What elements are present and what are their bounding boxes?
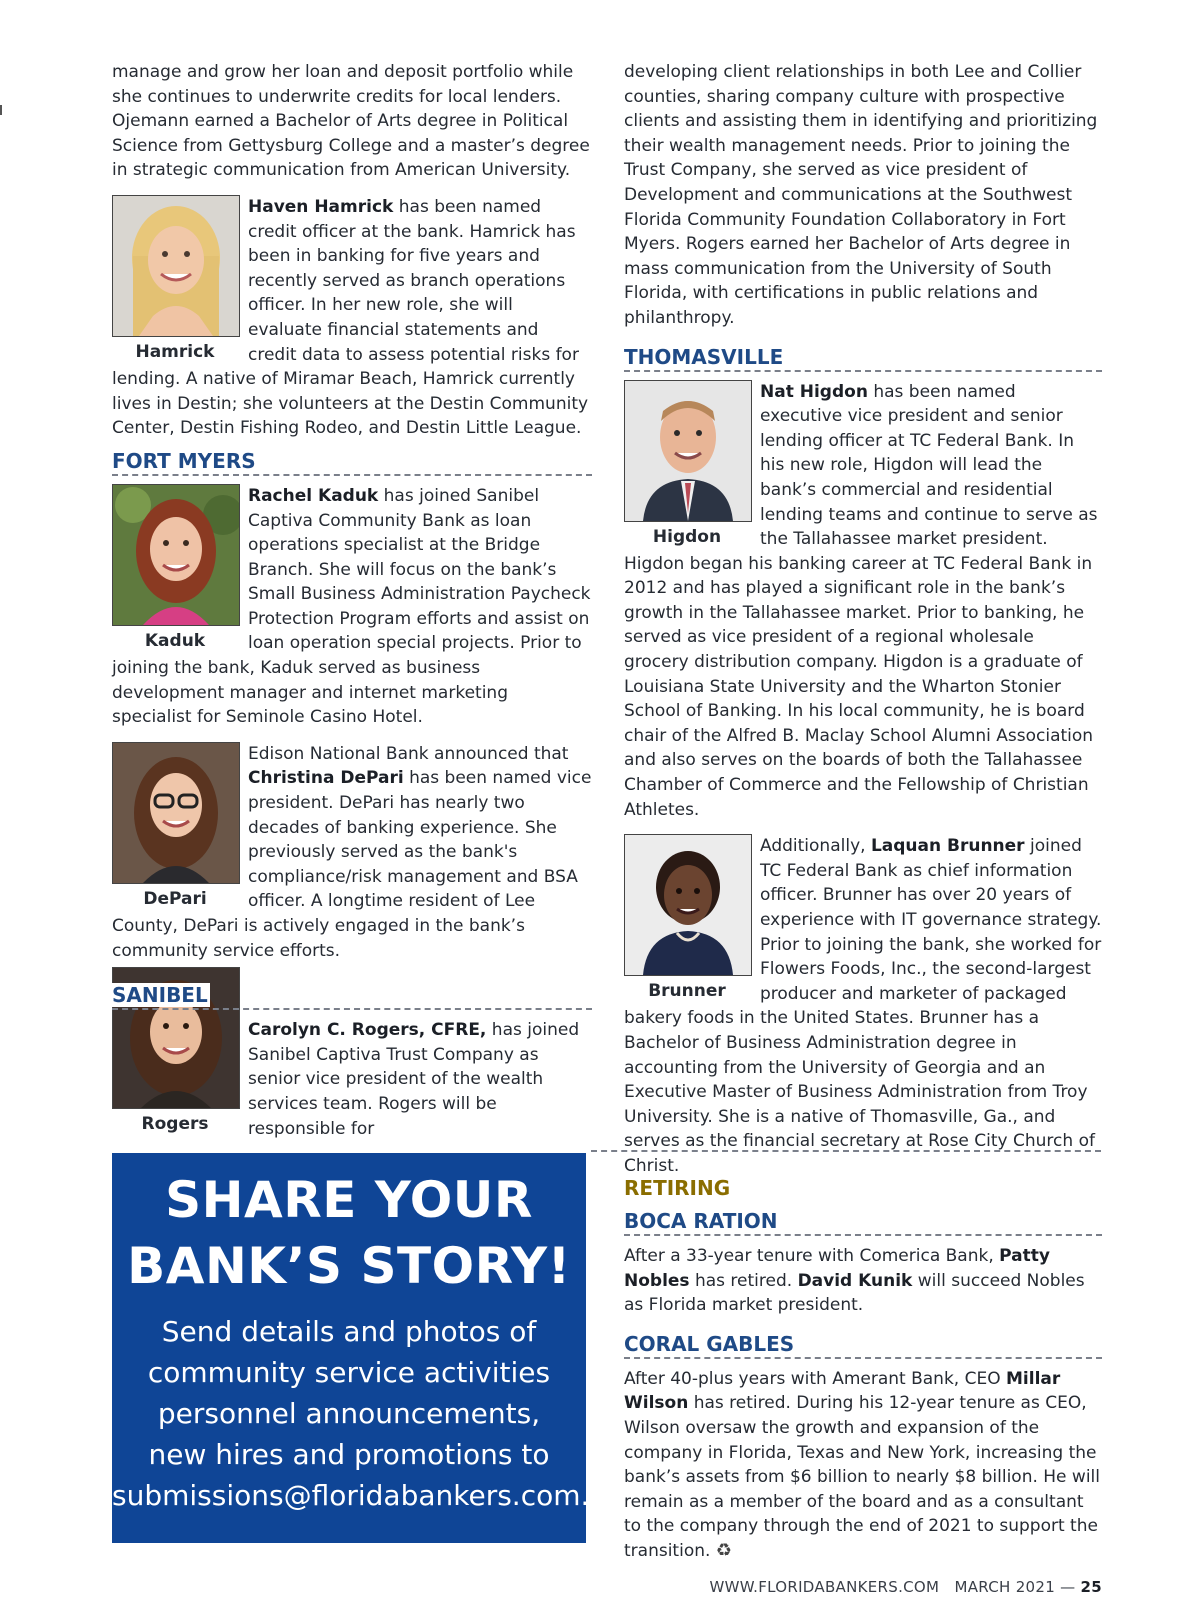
coral-post: has retired. During his 12-year tenure as CEO, Wilson oversaw the growth and expansion of the company in Florida, Texas and New York, increasing the bank’s assets from $6 billion to nearly $8 billion. He will remain as a member of the board and as a consultant to the company through the end of 2021 to support the transition.: [624, 1393, 1100, 1561]
brunner-photo: [624, 834, 760, 1002]
higdon-caption: Higdon: [652, 526, 722, 547]
promo-email-link[interactable]: submissions@floridabankers.com.: [112, 1479, 590, 1512]
promo-sub-line3: personnel announcements,: [157, 1397, 541, 1430]
higdon-photo: [624, 380, 760, 548]
rogers-caption: Rogers: [141, 1114, 209, 1135]
higdon-name: Nat Higdon: [760, 381, 868, 402]
boca-post: will succeed Nobles as Florida market president.: [624, 1270, 1085, 1316]
depari-caption: DePari: [143, 888, 207, 909]
depari-name: Christina DePari: [248, 768, 404, 789]
brunner-name: Laquan Brunner: [870, 836, 1025, 857]
kaduk-body: has joined Sanibel Captiva Community Bank as loan operations specialist at the Bridge Branch. She will focus on the bank’s Small Business Administration Paycheck Protection Program efforts and assist on loan operation special projects. Prior to joining the bank, Kaduk served as business development manager and internet marketing specialist for Seminole Casino Hotel.: [112, 485, 591, 728]
footer-issue: MARCH 2021: [954, 1578, 1056, 1596]
coral-section-heading: [624, 1332, 1102, 1359]
heading-divider: [624, 1357, 1102, 1359]
rogers-body: has joined Sanibel Captiva Trust Company as senior vice president of the wealth services team. Rogers will be responsible for: [248, 1020, 580, 1139]
right-column: [624, 60, 1102, 1179]
thomasville-heading: THOMASVILLE: [624, 344, 784, 369]
boca-mid: has retired.: [689, 1270, 798, 1291]
page-footer: [709, 1578, 1102, 1596]
hamrick-caption: Hamrick: [135, 341, 215, 362]
kaduk-name: Rachel Kaduk: [248, 485, 379, 506]
hamrick-photo: [112, 195, 248, 363]
page-number: 25: [1080, 1578, 1102, 1596]
heading-divider: [624, 370, 1102, 372]
promo-sub-line2: community service activities: [147, 1356, 551, 1389]
brunner-pre: Additionally,: [760, 836, 871, 857]
hamrick-body: has been named credit officer at the bank. Hamrick has been in banking for five years and recently served as branch operations officer. In her new role, she will evaluate financial statements and credit data to assess potential risks for lending. A native of Miramar Beach, Hamrick currently lives in Destin; she volunteers at the Destin Community Center, Destin Fishing Rodeo, and Destin Little League.: [112, 196, 589, 439]
boca-text: [624, 1244, 1102, 1318]
promo-subtext: [112, 1311, 590, 1516]
nobles-name: Patty Nobles: [624, 1246, 1050, 1291]
hamrick-name: Haven Hamrick: [248, 196, 394, 217]
retiring-section: [624, 1175, 1102, 1564]
higdon-body: has been named executive vice president and senior lending officer at TC Federal Bank. In his new role, Higdon will lead the bank’s commercial and residential lending teams and continue to serve as the Tallahassee market president. Higdon began his banking career at TC Federal Bank in 2012 and has played a significant role in the bank’s growth in the Tallahassee market. Prior to banking, he served as vice president of a regional wholesale grocery distribution company. Higdon is a graduate of Louisiana State University and the Wharton Stonier School of Banking. In his local community, he is board chair of the Alfred B. Maclay School Alumni Association and also serves on the boards of both the Tallahassee Chamber of Commerce and the Fellowship of Christian Athletes.: [624, 381, 1098, 820]
heading-divider: [112, 1008, 592, 1010]
share-story-promo: [112, 1153, 590, 1543]
end-mark-icon: ♻: [715, 1539, 732, 1561]
footer-dash: —: [1055, 1578, 1081, 1596]
promo-headline: [112, 1167, 586, 1299]
promo-headline-line2: BANK’S STORY!: [127, 1237, 571, 1295]
promo-sub-line4: new hires and promotions to: [148, 1438, 550, 1471]
boca-pre: After a 33-year tenure with Comerica Bank,: [624, 1246, 1000, 1266]
kaduk-photo: [112, 484, 248, 652]
sanibel-section-heading: [112, 983, 592, 1010]
retiring-heading: RETIRING: [624, 1176, 731, 1200]
ojemann-continued: manage and grow her loan and deposit portfolio while she continues to underwrite credits for local lenders. Ojemann earned a Bachelor of Arts degree in Political Science from Gettysburg College and a master’s degree in strategic communication from American University.: [112, 62, 590, 181]
edge-mark: [0, 105, 2, 115]
brunner-portrait: [624, 834, 752, 976]
footer-site: WWW.FLORIDABANKERS.COM: [709, 1578, 940, 1596]
coral-heading: CORAL GABLES: [624, 1331, 795, 1356]
heading-divider: [624, 1234, 1102, 1236]
higdon-portrait: [624, 380, 752, 522]
section-divider: [591, 1150, 1101, 1152]
kaduk-portrait: [112, 484, 240, 626]
boca-heading: BOCA RATION: [624, 1209, 778, 1233]
hamrick-portrait: [112, 195, 240, 337]
fort-myers-section-heading: [112, 449, 592, 476]
coral-text: [624, 1367, 1102, 1564]
left-column: [112, 60, 592, 1141]
heading-divider: [112, 474, 592, 476]
promo-sub-line1: Send details and photos of: [161, 1315, 537, 1348]
brunner-caption: Brunner: [648, 981, 726, 1002]
boca-section-heading: [624, 1209, 1102, 1236]
coral-pre: After 40-plus years with Amerant Bank, CEO: [624, 1368, 1007, 1389]
thomasville-section-heading: [624, 345, 1102, 372]
depari-pre: Edison National Bank announced that: [248, 743, 569, 764]
rogers-continued: developing client relationships in both Lee and Collier counties, sharing company culture with prospective clients and assisting them in identifying and prioritizing their wealth management needs. Prior to joining the Trust Company, she served as vice president of Development and communications at the Southwest Florida Community Foundation Collaboratory in Fort Myers. Rogers earned her Bachelor of Arts degree in mass communication from the University of South Florida, with certifications in public relations and philanthropy.: [624, 62, 1098, 328]
kunik-name: David Kunik: [797, 1270, 913, 1291]
brunner-body: joined TC Federal Bank as chief information officer. Brunner has over 20 years of experience with IT governance strategy. Prior to joining the bank, she worked for Flowers Foods, Inc., the second-largest producer and marketer of packaged bakery foods in the United States. Brunner has a Bachelor of Business Administration degree in accounting from the University of Georgia and an Executive Master of Business Administration from Troy University. She is a native of Thomasville, Ga., and serves as the financial secretary at Rose City Church of Christ.: [624, 836, 1102, 1176]
fort-myers-heading: FORT MYERS: [112, 448, 256, 473]
kaduk-caption: Kaduk: [144, 630, 206, 651]
sanibel-heading: SANIBEL: [112, 983, 208, 1008]
wilson-name: Millar Wilson: [624, 1368, 1061, 1414]
depari-photo: [112, 742, 248, 910]
depari-body: has been named vice president. DePari has nearly two decades of banking experience. She previously served as the bank's compliance/risk management and BSA officer. A longtime resident of Lee County, DePari is actively engaged in the bank’s community service efforts.: [112, 768, 592, 961]
promo-headline-line1: SHARE YOUR: [165, 1171, 533, 1229]
rogers-name: Carolyn C. Rogers, CFRE,: [248, 1020, 487, 1041]
depari-portrait: [112, 742, 240, 884]
